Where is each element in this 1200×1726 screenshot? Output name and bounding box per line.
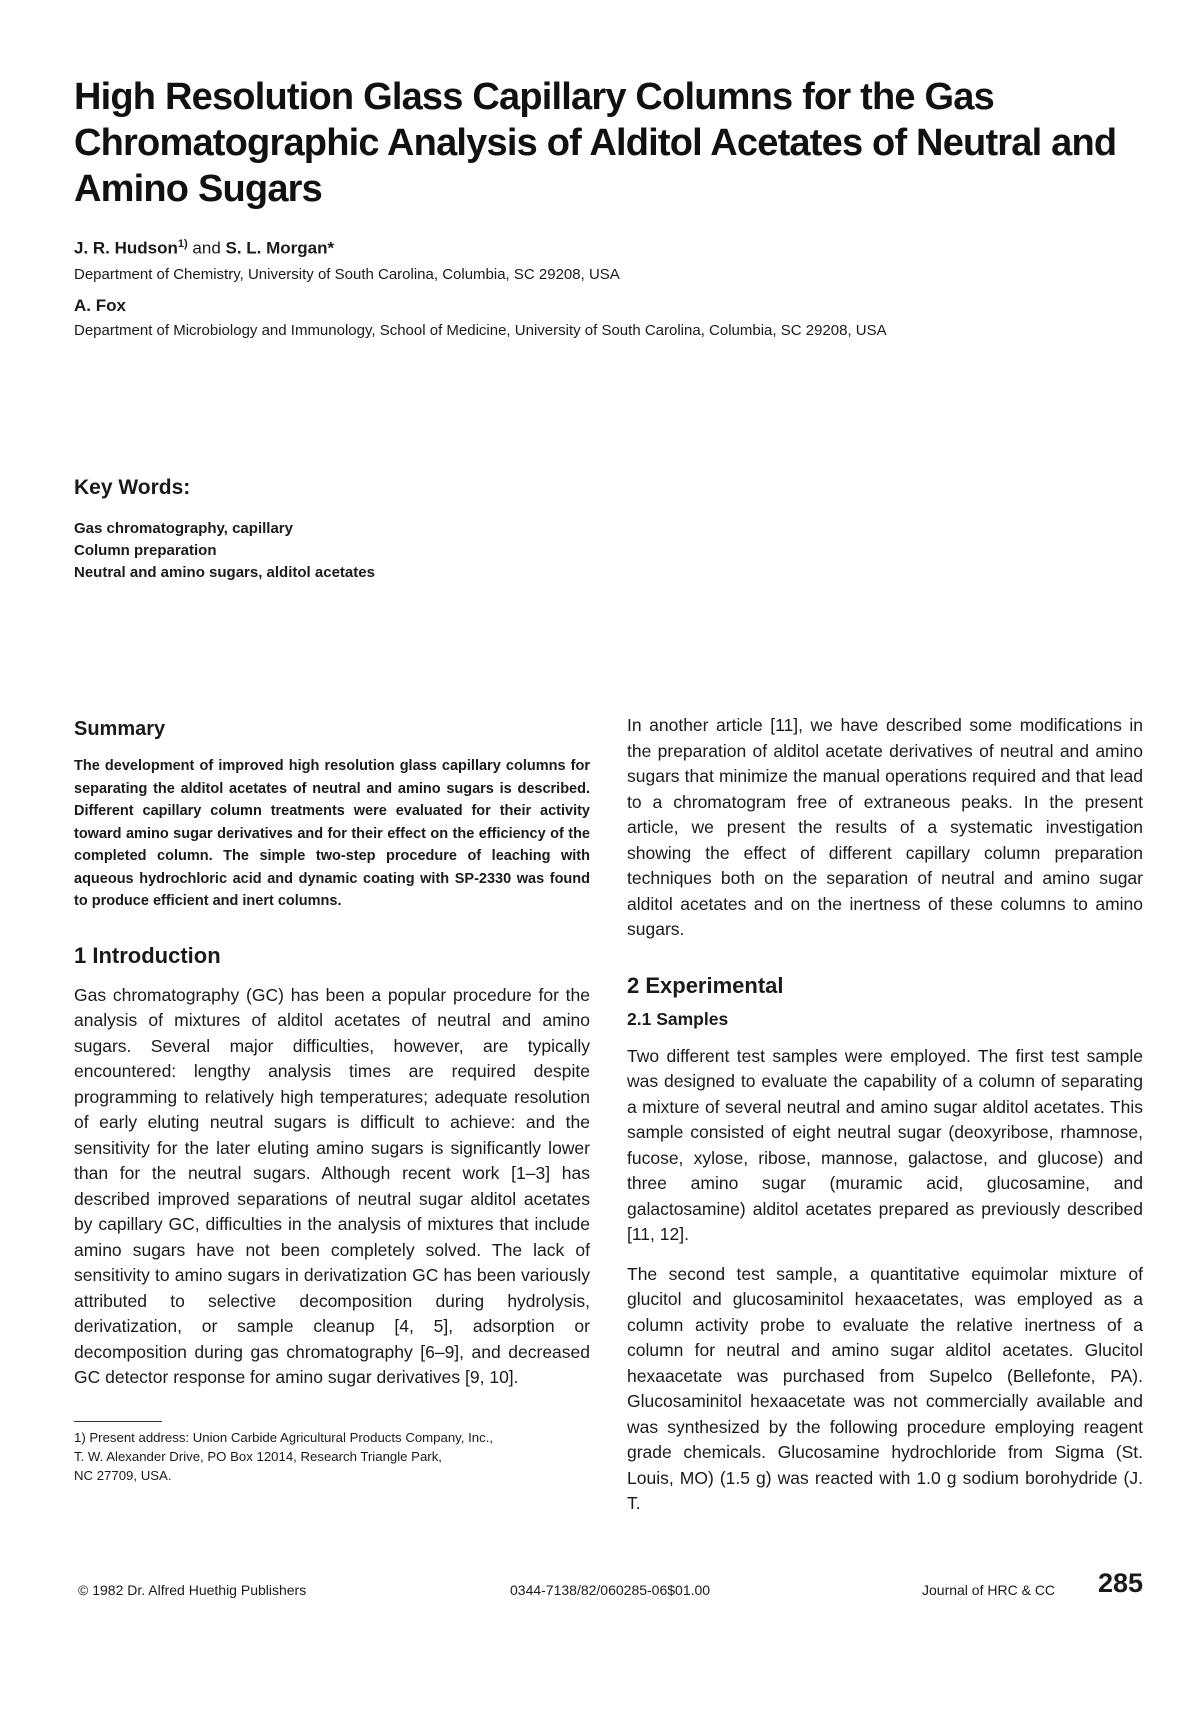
- left-column: [74, 718, 590, 1485]
- keyword-item: Column preparation: [74, 542, 217, 559]
- footnote-line: T. W. Alexander Drive, PO Box 12014, Research Triangle Park,: [74, 1448, 442, 1464]
- introduction-heading: 1 Introduction: [74, 942, 221, 968]
- paper-title: [74, 74, 1154, 212]
- keywords-list: [74, 518, 375, 584]
- footnote-line: NC 27709, USA.: [74, 1467, 172, 1483]
- experimental-heading: 2 Experimental: [627, 972, 784, 998]
- samples-paragraph-2: The second test sample, a quantitative equimolar mixture of glucitol and glucosaminitol hexaacetates, was employed as a column activity probe to evaluate the relative inertness of a column for neutral and amino sugar alditol acetates. Glucitol hexaacetate was purchased from Supelco (Bellefonte, PA). Glucosaminitol hexaacetate was not commercially available and was synthesized by the following procedure employing reagent grade chemicals. Glucosamine hydrochloride from Sigma (St. Louis, MO) (1.5 g) was reacted with 1.0 g sodium borohydride (J. T.: [627, 1263, 1143, 1513]
- samples-paragraph-1: Two different test samples were employed. The first test sample was designed to evaluate the capability of a column of separating a mixture of several neutral and amino sugar alditol acetates. This sample consisted of eight neutral sugar (deoxyribose, rhamnose, fucose, xylose, ribose, mannose, galactose, and glucose) and three amino sugar (muramic acid, glucosamine, and galactosamine) alditol acetates prepared as previously described [11, 12].: [627, 1045, 1143, 1244]
- author-footnote-mark: 1): [177, 238, 188, 250]
- author-conjunction: and: [187, 238, 226, 258]
- affiliation-microbiology: Department of Microbiology and Immunology, School of Medicine, University of South Carolina, Columbia, SC 29208, USA: [74, 322, 887, 339]
- footer-copyright: © 1982 Dr. Alfred Huethig Publishers: [78, 1582, 307, 1598]
- title-line: Chromatographic Analysis of Alditol Acetates of Neutral and: [74, 122, 1117, 164]
- title-line: High Resolution Glass Capillary Columns for the Gas: [74, 76, 994, 118]
- author-morgan: S. L. Morgan*: [225, 238, 335, 258]
- keyword-item: Gas chromatography, capillary: [74, 520, 293, 537]
- keyword-item: Neutral and amino sugars, alditol acetates: [74, 564, 375, 581]
- author-fox: A. Fox: [74, 296, 126, 315]
- right-column: [627, 713, 1143, 1517]
- footnote-divider: [74, 1421, 162, 1422]
- footer-journal: Journal of HRC & CC: [922, 1582, 1056, 1598]
- footer-code: 0344-7138/82/060285-06$01.00: [510, 1582, 711, 1598]
- author-line-1: [74, 238, 334, 259]
- footnote-line: 1) Present address: Union Carbide Agricultural Products Company, Inc.,: [74, 1429, 494, 1445]
- introduction-text: Gas chromatography (GC) has been a popular procedure for the analysis of mixtures of alditol acetates of neutral and amino sugars. Several major difficulties, however, are typically encountered: lengthy analysis times are required despite programming to relatively high temperatures; adequate resolution of early eluting neutral sugars is difficult to achieve: and the sensitivity for the later eluting amino sugars is significantly lower than for the neutral sugars. Although recent work [1–3] has described improved separations of neutral sugar alditol acetates by capillary GC, difficulties in the analysis of mixtures that include amino sugars have not been completely solved. The lack of sensitivity to amino sugars in derivatization GC has been variously attributed to selective decomposition during hydrolysis, derivatization, or sample cleanup [4, 5], adsorption or decomposition during gas chromatography [6–9], and decreased GC detector response for amino sugar derivatives [9, 10].: [74, 984, 590, 1387]
- summary-text: The development of improved high resolution glass capillary columns for separating the alditol acetates of neutral and amino sugars is described. Different capillary column treatments were evaluated for their activity toward amino sugar derivatives and for their effect on the efficiency of the completed column. The simple two-step procedure of leaching with aqueous hydrochloric acid and dynamic coating with SP-2330 was found to produce efficient and inert columns.: [74, 758, 590, 909]
- title-line: Amino Sugars: [74, 168, 322, 210]
- affiliation-chemistry: Department of Chemistry, University of South Carolina, Columbia, SC 29208, USA: [74, 266, 620, 283]
- page-number: 285: [1098, 1568, 1144, 1598]
- keywords-heading: Key Words:: [74, 476, 191, 499]
- summary-heading: Summary: [74, 718, 166, 740]
- right-intro-text: In another article [11], we have described some modifications in the preparation of alditol acetate derivatives of neutral and amino sugars that minimize the manual operations required and that lead to a chromatogram free of extraneous peaks. In the present article, we present the results of a systematic investigation showing the effect of different capillary column preparation techniques both on the separation of neutral and amino sugar alditol acetates and on the inertness of these columns to amino sugars.: [627, 715, 1143, 939]
- samples-subheading: 2.1 Samples: [627, 1008, 729, 1029]
- author-hudson: J. R. Hudson: [74, 238, 178, 258]
